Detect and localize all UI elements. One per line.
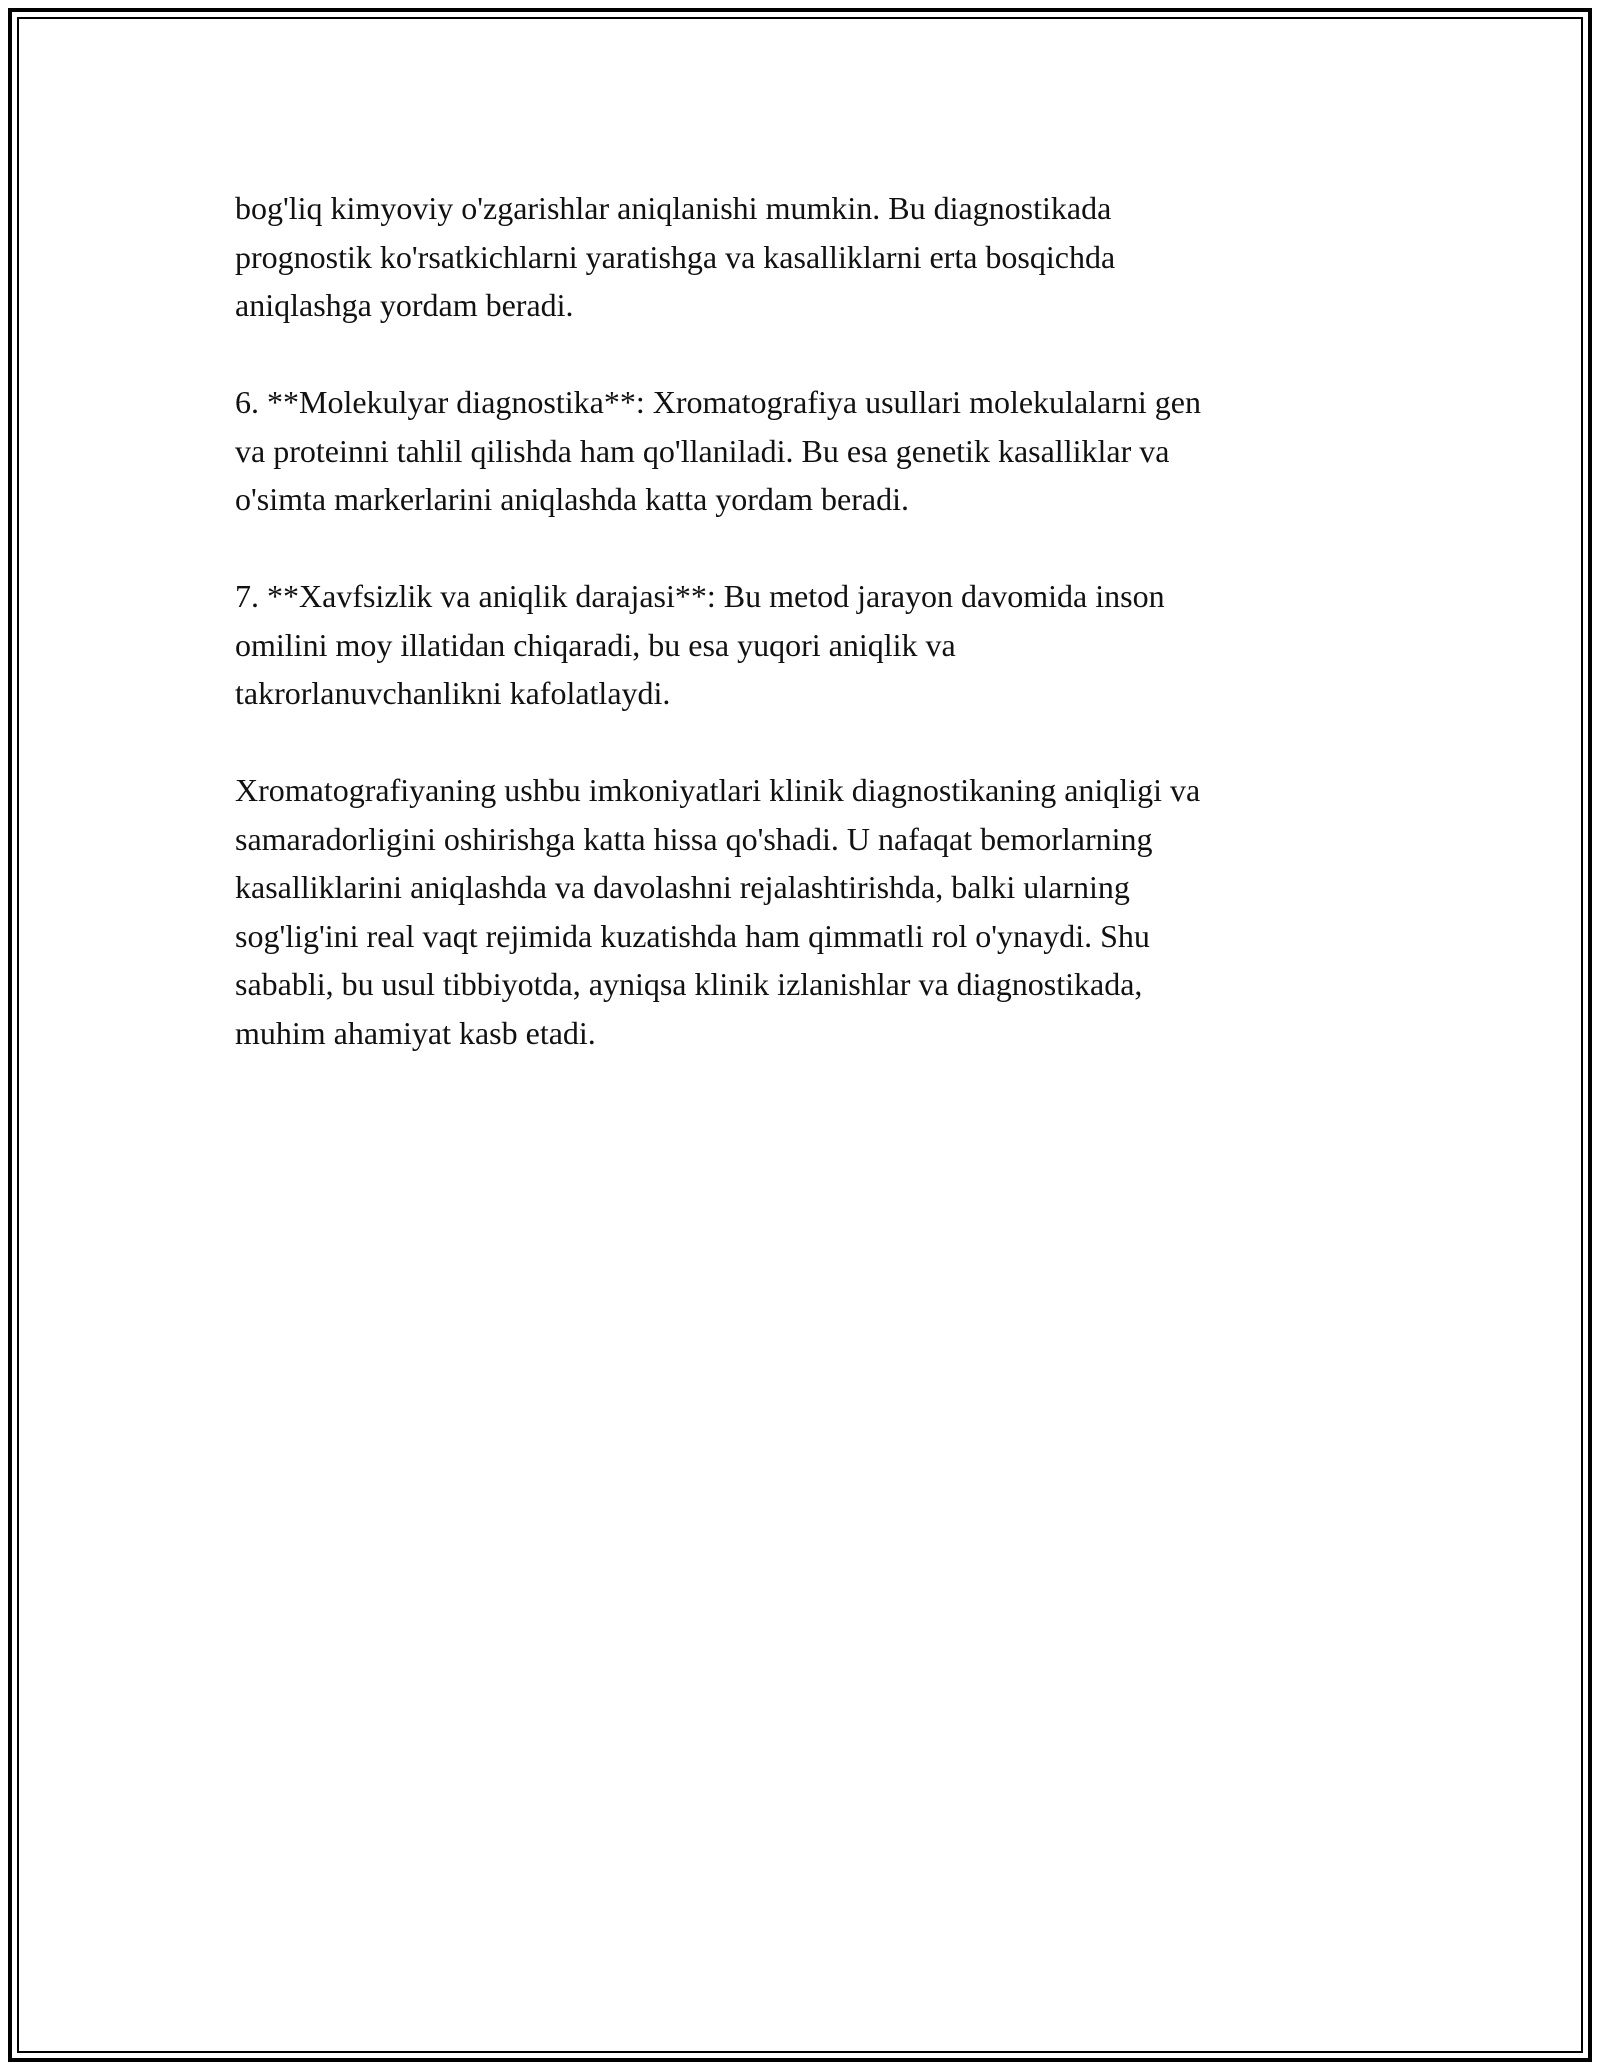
document-body	[235, 184, 1355, 1106]
paragraph-continuation: bog'liq kimyoviy o'zgarishlar aniqlanishi mumkin. Bu diagnostikada prognostik ko'rsatkichlarni yaratishga va kasalliklarni erta bosqichda aniqlashga yordam beradi.	[235, 190, 1116, 323]
paragraph-conclusion: Xromatografiyaning ushbu imkoniyatlari klinik diagnostikaning aniqligi va samaradorligini oshirishga katta hissa qo'shadi. U nafaqat bemorlarning kasalliklarini aniqlashda va davolashni rejalashtirishda, balki ularning sog'lig'ini real vaqt rejimida kuzatishda ham qimmatli rol o'ynaydi. Shu sababli, bu usul tibbiyotda, ayniqsa klinik izlanishlar va diagnostikada, muhim ahamiyat kasb etadi.	[235, 772, 1201, 1051]
paragraph-safety-accuracy: 7. **Xavfsizlik va aniqlik darajasi**: Bu metod jarayon davomida inson omilini moy illatidan chiqaradi, bu esa yuqori aniqlik va takrorlanuvchanlikni kafolatlaydi.	[235, 578, 1165, 711]
paragraph-molecular-diagnostics: 6. **Molekulyar diagnostika**: Xromatografiya usullari molekulalarni gen va proteinni tahlil qilishda ham qo'llaniladi. Bu esa genetik kasalliklar va o'simta markerlarini aniqlashda katta yordam beradi.	[235, 384, 1201, 517]
